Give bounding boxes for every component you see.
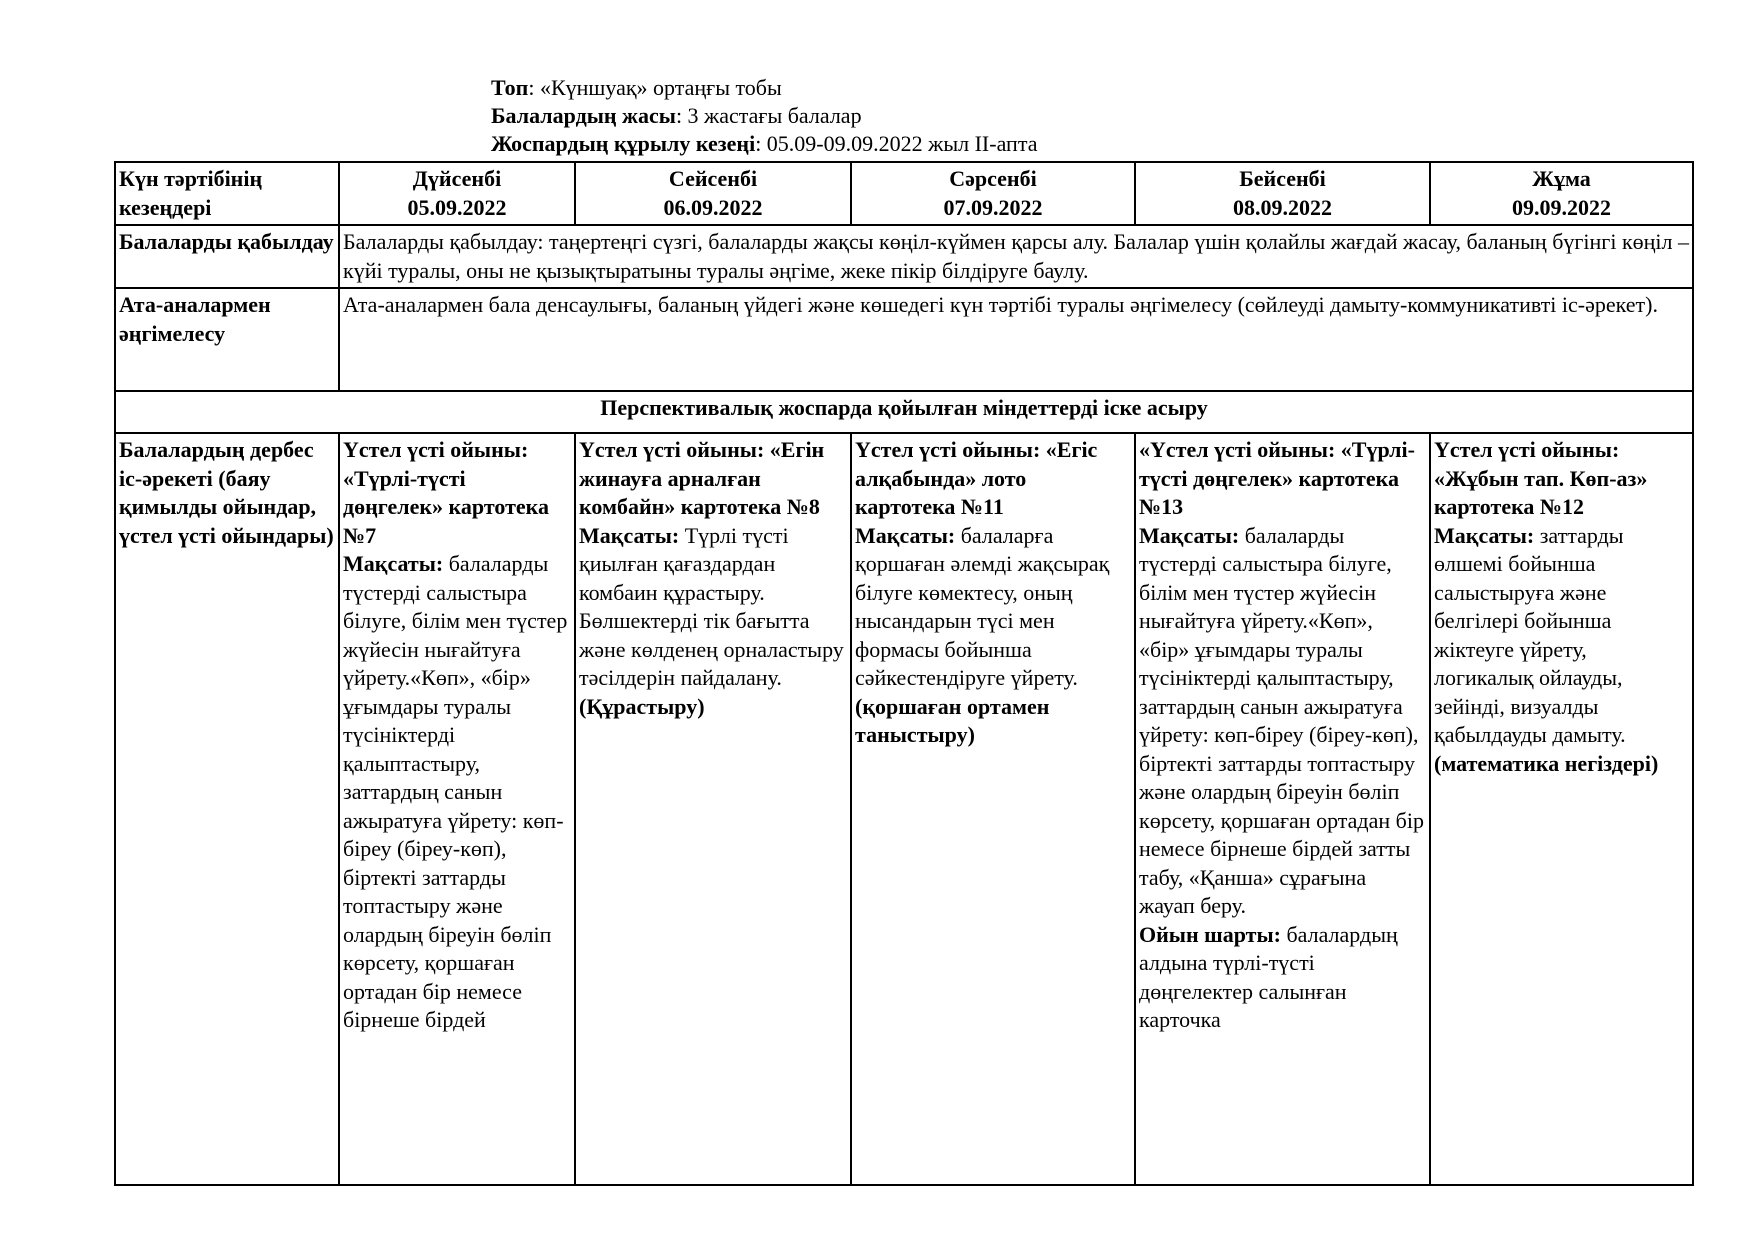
game-title: «Үстел үсті ойыны: «Түрлі-түсті дөңгелек» картотека №13 [1139,437,1415,519]
period-line [491,130,1037,158]
weekly-plan-table [114,161,1694,1186]
day-name: Жұма [1532,166,1591,191]
day-header-monday [339,162,575,225]
group-value: : «Күншуақ» ортаңғы тобы [528,75,782,100]
day-date: 07.09.2022 [943,194,1043,220]
parents-text: Ата-аналармен бала денсаулығы, баланың үйдегі және көшедегі күн тәртібі туралы әңгімелесу (сөйлеуді дамыту-коммуникативті іс-әрекет). [339,288,1693,391]
day-header-thursday [1135,162,1430,225]
education-area: (математика негіздері) [1434,750,1659,776]
activity-wednesday [851,433,1135,1185]
goal-text: балаларды түстерді салыстыра білуге, білім мен түстер жүйесін нығайтуға үйрету.«Көп», «бір» ұғымдары туралы түсініктерді қалыптастыру, заттардың санын ажыратуға үйрету: көп-біреу (біреу-көп), біртекті заттарды топтастыру және олардың біреуін бөліп көрсету, қоршаған ортадан бір немесе бірнеше бірдей [343,551,568,1032]
schedule-stage-line2: кезеңдері [119,194,212,220]
activity-row [115,433,1693,1185]
goal-label: Мақсаты: [855,522,956,548]
day-date: 08.09.2022 [1233,194,1332,220]
day-date: 09.09.2022 [1512,194,1611,220]
period-label: Жоспардың құрылу кезеңі [491,131,756,156]
goal-label: Мақсаты: [1139,522,1240,548]
education-area: (қоршаған ортамен таныстыру) [855,693,1050,747]
goal [579,522,847,693]
goal-text: балаларға қоршаған әлемді жақсырақ білуге көмектесу, оның нысандарын түсі мен формасы бойынша сәйкестендіруге үйрету. [855,522,1110,690]
group-label: Топ [491,75,529,100]
goal-text: Түрлі түсті қиылған қағаздардан комбаин құрастыру. Бөлшектерді тік бағытта және көлденең орналастыру тәсілдерін пайдалану. [579,522,844,690]
education-area: (Құрастыру) [579,693,705,719]
parents-label: Ата-аналармен әңгімелесу [115,288,339,391]
day-header-wednesday [851,162,1135,225]
reception-text: Балаларды қабылдау: таңертеңгі сүзгі, балаларды жақсы көңіл-күймен қарсы алу. Балалар үшін қолайлы жағдай жасау, баланың бүгінгі көңіл – күйі туралы, оны не қызықтыратыны туралы әңгіме, жеке пікір білдіруге баулу. [339,225,1693,288]
day-name: Сәрсенбі [949,166,1037,191]
schedule-stage-header [115,162,339,225]
age-value: : 3 жастағы балалар [675,103,862,128]
game-title: Үстел үсті ойыны: «Егіс алқабында» лото картотека №11 [855,437,1098,519]
goal [343,550,571,1035]
group-line [491,74,1037,102]
goal-text: заттарды өлшемі бойынша салыстыруға және белгілері бойынша жіктеуге үйрету, логикалық ойлауды, зейінді, визуалды қабылдауды дамыту. [1434,522,1626,747]
game-rules [1139,921,1426,1035]
schedule-stage-line1: Күн тәртібінің [119,166,263,191]
parents-row [115,288,1693,391]
rules-label: Ойын шарты: [1139,921,1281,947]
activity-thursday [1135,433,1430,1185]
day-date: 06.09.2022 [663,194,763,220]
activity-label [115,433,339,1185]
document-header [491,74,1037,158]
goal-label: Мақсаты: [579,522,680,548]
activity-friday [1430,433,1693,1185]
day-header-friday [1430,162,1693,225]
game-title: Үстел үсті ойыны: «Егін жинауға арналған комбайн» картотека №8 [579,437,825,519]
activity-tuesday [575,433,851,1185]
reception-label: Балаларды қабылдау [115,225,339,288]
day-name: Сейсенбі [668,166,758,191]
rules-text: балалардың алдына түрлі-түсті дөңгелектер салынған карточка [1139,921,1398,1032]
game-title: Үстел үсті ойыны: «Түрлі-түсті дөңгелек» картотека №7 [343,437,549,548]
age-label: Балалардың жасы [491,103,676,128]
goal [855,522,1131,693]
perspective-title: Перспективалық жоспарда қойылған міндеттерді іске асыру [115,391,1693,433]
table-header-row [115,162,1693,225]
day-name: Бейсенбі [1239,166,1326,191]
goal [1434,522,1689,750]
activity-label-text: Балалардың дербес іс-әрекеті (баяу қимылды ойындар, үстел үсті ойындары) [119,437,334,548]
goal-label: Мақсаты: [1434,522,1535,548]
age-line [491,102,1037,130]
goal-text: балаларды түстерді салыстыра білуге, білім мен түстер жүйесін нығайтуға үйрету.«Көп», «бір» ұғымдары туралы түсініктерді қалыптастыру, заттардың санын ажыратуға үйрету: көп-біреу (біреу-көп), біртекті заттарды топтастыру және олардың біреуін бөліп көрсету, қоршаған ортадан бір немесе бірнеше бірдей затты табу, «Қанша» сұрағына жауап беру. [1139,522,1424,918]
game-title: Үстел үсті ойыны: «Жұбын тап. Көп-аз» картотека №12 [1434,437,1648,519]
goal-label: Мақсаты: [343,551,444,576]
activity-monday [339,433,575,1185]
period-value: : 05.09-09.09.2022 жыл II-апта [755,131,1038,156]
goal [1139,522,1426,921]
reception-row [115,225,1693,288]
day-name: Дүйсенбі [412,166,502,191]
perspective-row [115,391,1693,433]
day-header-tuesday [575,162,851,225]
day-date: 05.09.2022 [407,194,507,220]
